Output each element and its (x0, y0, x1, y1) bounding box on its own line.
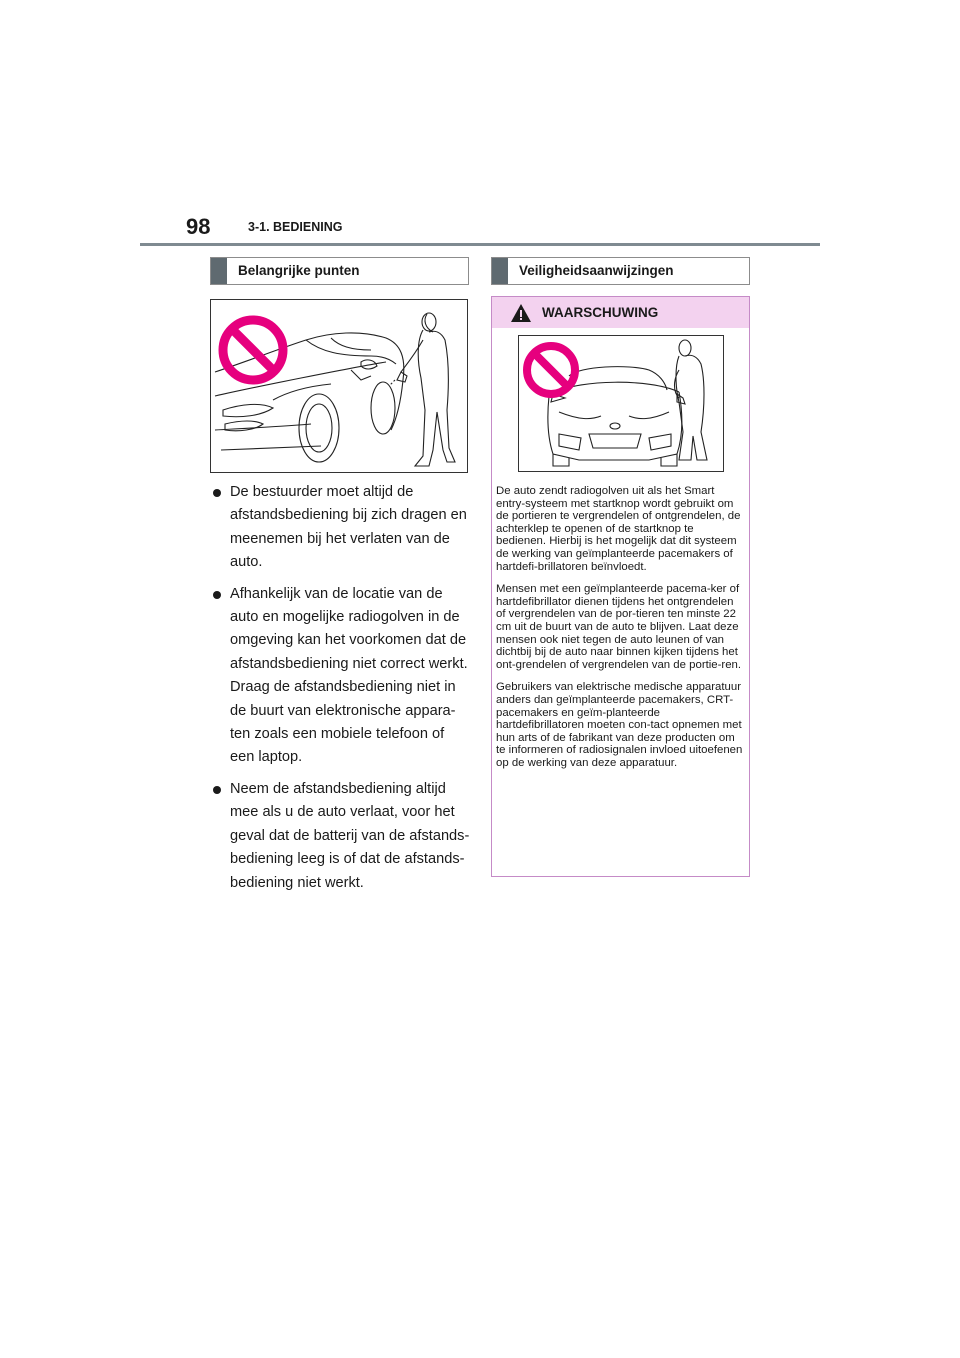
warning-paragraph: Gebruikers van elektrische medische apparatuur anders dan geïmplanteerde pacemakers, CRT-pacemakers en geïm-planteerde hartdefibrillatoren moeten con-tact opnemen met hun arts of de fabrikant van deze producten om te informeren of radiosignalen invloed uitoefenen op de werking van deze apparatuur. (496, 681, 743, 769)
warning-text (496, 485, 746, 779)
prohibited-icon (527, 346, 575, 394)
warning-triangle-icon (510, 303, 532, 323)
page-number: 98 (186, 214, 211, 239)
car-side-illustration (211, 300, 467, 472)
heading-belangrijke-punten (210, 257, 469, 285)
warning-header (492, 297, 749, 328)
bullet-dot-icon (213, 489, 221, 497)
list-item: De bestuurder moet altijd de afstandsbediening bij zich dragen en meenemen bij het verlaten van de auto. (210, 481, 472, 575)
bullet-dot-icon (213, 591, 221, 599)
bullet-list (210, 481, 472, 903)
heading-label: Veiligheidsaanwijzingen (519, 263, 674, 278)
warning-box (491, 296, 750, 877)
heading-tab (211, 258, 227, 284)
warning-title: WAARSCHUWING (542, 305, 659, 320)
bullet-dot-icon (213, 786, 221, 794)
illustration-remote-side-view (210, 299, 468, 473)
warning-paragraph: De auto zendt radiogolven uit als het Smart entry-systeem met startknop wordt gebruikt om de portieren te vergrendelen of ontgrendelen, de achterklep te openen of de startknop te bedienen. Hierbij is het mogelijk dat dit systeem de werking van geïmplanteerde pacemakers of hartdefi-brillatoren beïnvloedt. (496, 485, 741, 573)
header-rule (140, 243, 820, 246)
car-front-illustration (519, 336, 723, 471)
list-item: Afhankelijk van de locatie van de auto en mogelijke radiogolven in de omgeving kan het voorkomen dat de afstandsbediening niet correct werkt. Draag de afstandsbediening niet in de buurt van elektronische appara-ten zoals een mobiele telefoon of een laptop. (210, 583, 472, 770)
heading-tab (492, 258, 508, 284)
prohibited-icon (223, 320, 283, 380)
heading-veiligheidsaanwijzingen (491, 257, 750, 285)
warning-paragraph: Mensen met een geïmplanteerde pacema-ker of hartdefibrillator dienen tijdens het ontgrendelen of vergrendelen van de por-tieren ten minste 22 cm uit de buurt van de auto te blijven. Laat deze mensen ook niet tegen de auto leunen of van dichtbij bij de auto naar binnen kijken tijdens het ont-grendelen of vergrendelen van de portie-ren. (496, 583, 742, 671)
section-title: 3-1. BEDIENING (248, 220, 343, 234)
illustration-car-front-view (518, 335, 724, 472)
list-item: Neem de afstandsbediening altijd mee als u de auto verlaat, voor het geval dat de batterij van de afstands-bediening leeg is of dat de afstands-bediening niet werkt. (210, 778, 472, 895)
heading-label: Belangrijke punten (238, 263, 360, 278)
